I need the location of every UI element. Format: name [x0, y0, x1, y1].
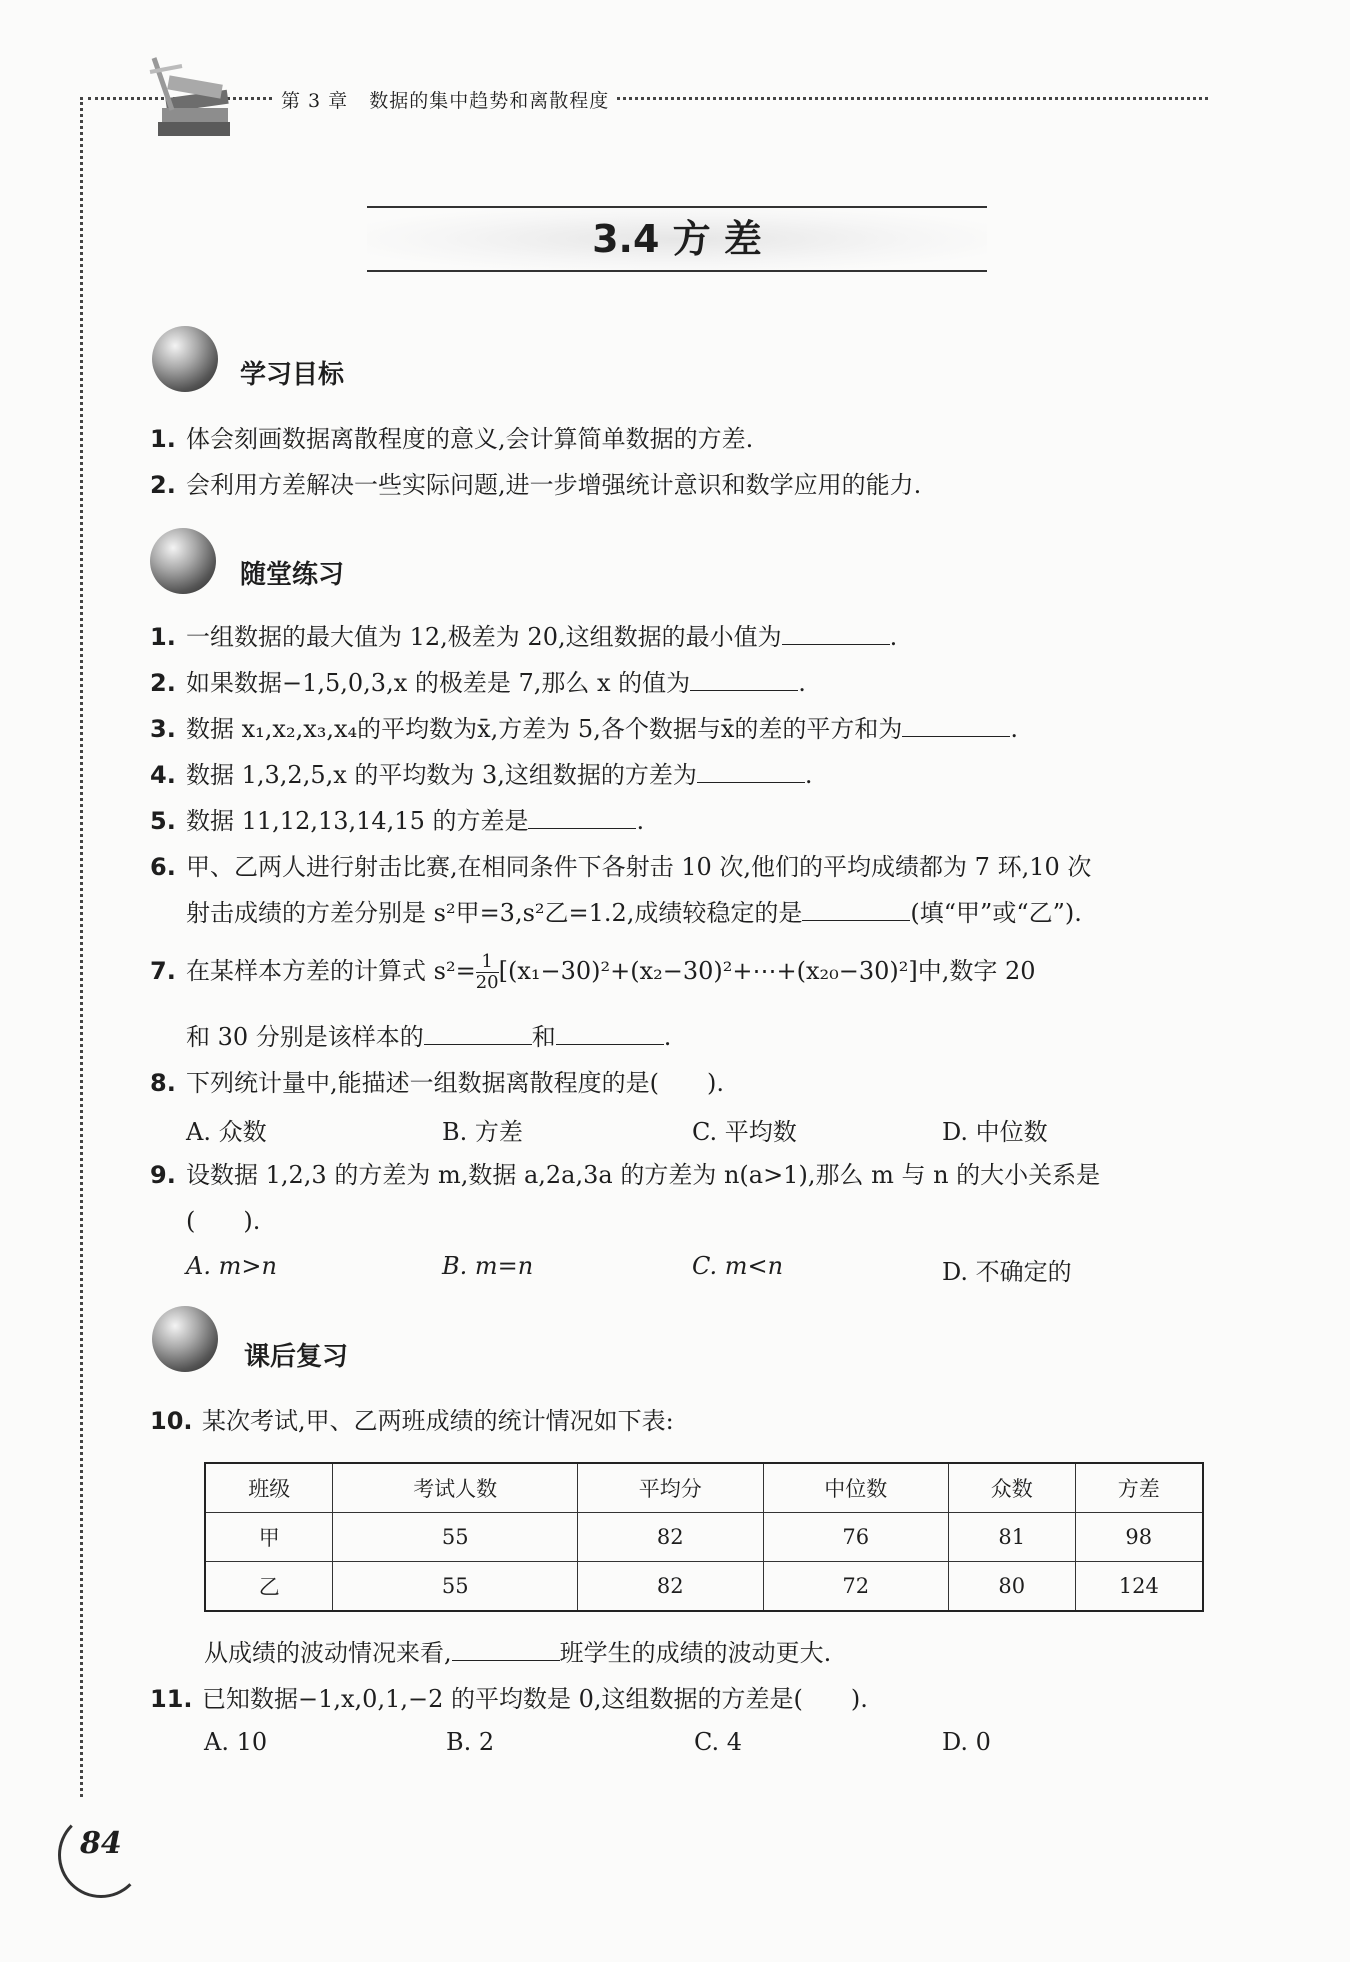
- table-cell: 甲: [205, 1513, 333, 1562]
- answer-blank[interactable]: [782, 620, 890, 645]
- answer-blank[interactable]: [424, 1020, 532, 1045]
- question-6-line-2: [186, 896, 1082, 930]
- question-number: 11.: [150, 1685, 193, 1713]
- column-header: 班级: [205, 1463, 333, 1513]
- column-header: 众数: [949, 1463, 1076, 1513]
- table-row: [205, 1513, 1203, 1562]
- question-number: 7.: [150, 957, 176, 985]
- question-text: 和: [531, 1023, 556, 1051]
- table-header-row: [205, 1463, 1203, 1513]
- answer-blank[interactable]: [528, 804, 636, 829]
- answer-blank[interactable]: [697, 758, 805, 783]
- column-header: 考试人数: [333, 1463, 578, 1513]
- table-cell: 55: [333, 1562, 578, 1612]
- question-10: [150, 1404, 674, 1438]
- question-7: [150, 952, 1036, 993]
- question-number: 10.: [150, 1407, 193, 1435]
- question-3: [150, 712, 1018, 746]
- question-text: 射击成绩的方差分别是 s²甲=3,s²乙=1.2,成绩较稳定的是: [186, 899, 803, 927]
- option-c[interactable]: C. m<n: [692, 1252, 784, 1280]
- chapter-number: 第 3 章: [281, 90, 349, 112]
- table-cell: 98: [1075, 1513, 1203, 1562]
- practice-globe-icon: [150, 528, 216, 594]
- objectives-globe-icon: [152, 326, 218, 392]
- question-text: 如果数据−1,5,0,3,x 的极差是 7,那么 x 的值为: [186, 669, 691, 697]
- answer-blank[interactable]: [690, 666, 798, 691]
- question-text: 和 30 分别是该样本的: [186, 1023, 424, 1051]
- answer-blank[interactable]: [902, 712, 1010, 737]
- question-text: 班学生的成绩的波动更大.: [559, 1639, 832, 1667]
- chapter-title: 数据的集中趋势和离散程度: [369, 90, 610, 112]
- question-10-conclusion: [204, 1636, 831, 1670]
- option-c[interactable]: C. 4: [694, 1728, 743, 1756]
- option-a[interactable]: A. 10: [204, 1728, 268, 1756]
- question-end: .: [889, 623, 898, 651]
- question-8: [150, 1066, 724, 1100]
- question-9-line-2: [186, 1204, 260, 1238]
- fraction-numerator: 1: [476, 952, 499, 973]
- answer-blank[interactable]: [802, 896, 910, 921]
- objectives-heading: 学习目标: [240, 360, 345, 390]
- fraction: [476, 952, 499, 993]
- table-cell: 乙: [205, 1562, 333, 1612]
- item-number: 1.: [150, 425, 176, 453]
- section-title: 3.4 方 差: [367, 208, 987, 270]
- question-text: 数据 1,3,2,5,x 的平均数为 3,这组数据的方差为: [186, 761, 697, 789]
- table-cell: 82: [577, 1562, 763, 1612]
- question-7-line-2: [186, 1020, 671, 1054]
- question-1: [150, 620, 897, 654]
- option-b[interactable]: B. 2: [446, 1728, 495, 1756]
- question-text: 甲、乙两人进行射击比赛,在相同条件下各射击 10 次,他们的平均成绩都为 7 环,10 次: [186, 853, 1092, 881]
- review-globe-icon: [152, 1306, 218, 1372]
- option-a[interactable]: A. m>n: [186, 1252, 277, 1280]
- item-text: 会利用方差解决一些实际问题,进一步增强统计意识和数学应用的能力.: [186, 471, 922, 499]
- option-b[interactable]: B. 方差: [442, 1118, 523, 1146]
- question-number: 1.: [150, 623, 176, 651]
- review-heading: 课后复习: [244, 1342, 349, 1372]
- question-text: (填“甲”或“乙”).: [910, 899, 1082, 927]
- objective-item: [150, 468, 921, 502]
- question-expression: [(x₁−30)²+(x₂−30)²+⋯+(x₂₀−30)²]中,数字 20: [498, 957, 1036, 985]
- table-cell: 81: [949, 1513, 1076, 1562]
- practice-heading: 随堂练习: [240, 560, 345, 590]
- question-number: 6.: [150, 853, 176, 881]
- question-text: 一组数据的最大值为 12,极差为 20,这组数据的最小值为: [186, 623, 782, 651]
- question-9: [150, 1158, 1100, 1192]
- title-rule-bottom: [367, 270, 987, 272]
- question-end: .: [1010, 715, 1019, 743]
- question-4: [150, 758, 813, 792]
- page-number: 84: [80, 1826, 122, 1861]
- table-cell: 76: [763, 1513, 949, 1562]
- item-text: 体会刻画数据离散程度的意义,会计算简单数据的方差.: [186, 425, 754, 453]
- column-header: 方差: [1075, 1463, 1203, 1513]
- question-number: 2.: [150, 669, 176, 697]
- question-number: 3.: [150, 715, 176, 743]
- table-cell: 55: [333, 1513, 578, 1562]
- question-end: .: [663, 1023, 672, 1051]
- option-d[interactable]: D. 0: [942, 1728, 991, 1756]
- column-header: 中位数: [763, 1463, 949, 1513]
- question-end: .: [804, 761, 813, 789]
- margin-dotted-line: [80, 97, 83, 1797]
- question-number: 8.: [150, 1069, 176, 1097]
- question-text: ( ).: [186, 1207, 261, 1235]
- answer-blank[interactable]: [452, 1636, 560, 1661]
- question-text: 已知数据−1,x,0,1,−2 的平均数是 0,这组数据的方差是( ).: [202, 1685, 868, 1713]
- question-text: 数据 x₁,x₂,x₃,x₄的平均数为x̄,方差为 5,各个数据与x̄的差的平方和为: [186, 715, 903, 743]
- answer-blank[interactable]: [556, 1020, 664, 1045]
- question-11: [150, 1682, 868, 1716]
- question-number: 5.: [150, 807, 176, 835]
- option-b[interactable]: B. m=n: [442, 1252, 534, 1280]
- question-2: [150, 666, 806, 700]
- books-logo-icon: [140, 52, 240, 140]
- question-text: 在某样本方差的计算式 s²=: [186, 957, 476, 985]
- question-end: .: [798, 669, 806, 697]
- fraction-denominator: 20: [475, 972, 499, 993]
- option-d[interactable]: D. 不确定的: [942, 1258, 1072, 1286]
- option-a[interactable]: A. 众数: [186, 1118, 267, 1146]
- table-cell: 72: [763, 1562, 949, 1612]
- option-c[interactable]: C. 平均数: [692, 1118, 797, 1146]
- chapter-header: [275, 86, 615, 113]
- question-text: 数据 11,12,13,14,15 的方差是: [186, 807, 529, 835]
- question-number: 9.: [150, 1161, 176, 1189]
- header-dotted-line: [88, 97, 1208, 100]
- table-cell: 80: [949, 1562, 1076, 1612]
- column-header: 平均分: [577, 1463, 763, 1513]
- question-text: 下列统计量中,能描述一组数据离散程度的是( ).: [186, 1069, 724, 1097]
- option-d[interactable]: D. 中位数: [942, 1118, 1048, 1146]
- item-number: 2.: [150, 471, 176, 499]
- table-cell: 82: [577, 1513, 763, 1562]
- question-6: [150, 850, 1091, 884]
- table-cell: 124: [1075, 1562, 1203, 1612]
- question-end: .: [636, 807, 645, 835]
- question-number: 4.: [150, 761, 176, 789]
- question-text: 从成绩的波动情况来看,: [204, 1639, 452, 1667]
- table-row: [205, 1562, 1203, 1612]
- question-5: [150, 804, 644, 838]
- question-text: 某次考试,甲、乙两班成绩的统计情况如下表:: [202, 1407, 674, 1435]
- objective-item: [150, 422, 753, 456]
- question-text: 设数据 1,2,3 的方差为 m,数据 a,2a,3a 的方差为 n(a>1),那么 m 与 n 的大小关系是: [186, 1161, 1101, 1189]
- stats-table: [204, 1462, 1204, 1612]
